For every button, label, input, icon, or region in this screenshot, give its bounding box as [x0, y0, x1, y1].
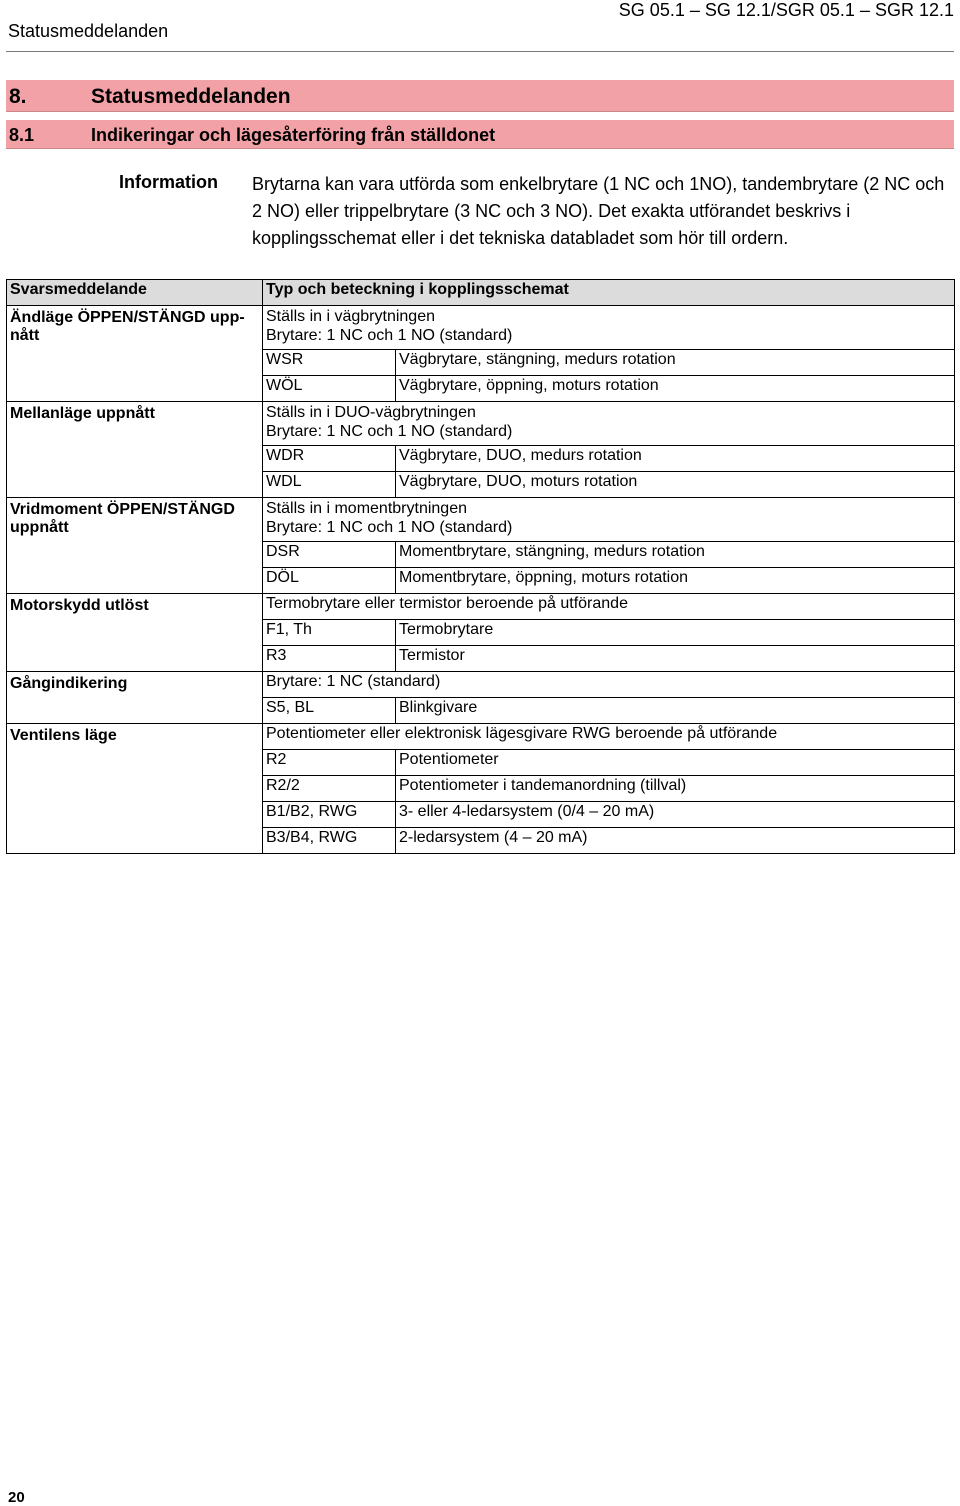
- header-divider: [6, 51, 954, 52]
- type-intro: Potentiometer eller elektronisk lägesgivare RWG beroende på utförande: [263, 724, 955, 750]
- table-row: [7, 402, 955, 446]
- designation-description: Vägbrytare, DUO, moturs rotation: [396, 472, 955, 498]
- running-header-title: Statusmeddelanden: [8, 21, 169, 41]
- section-title: Indikeringar och lägesåterföring från ställdonet: [91, 125, 496, 145]
- designation-code: WÖL: [263, 376, 396, 402]
- response-label: Gångindikering: [7, 672, 263, 724]
- designation-code: WDL: [263, 472, 396, 498]
- type-intro: Ställs in i vägbrytningen Brytare: 1 NC och 1 NO (standard): [263, 306, 955, 350]
- designation-description: Termistor: [396, 646, 955, 672]
- response-label: Motorskydd utlöst: [7, 594, 263, 672]
- table-body: [7, 306, 955, 854]
- status-table: [6, 279, 955, 854]
- page-number: 20: [8, 1489, 25, 1506]
- designation-code: R3: [263, 646, 396, 672]
- designation-code: R2/2: [263, 776, 396, 802]
- designation-code: WDR: [263, 446, 396, 472]
- section-heading-bar: [6, 120, 954, 149]
- type-intro: Brytare: 1 NC (standard): [263, 672, 955, 698]
- type-intro: Ställs in i momentbrytningen Brytare: 1 NC och 1 NO (standard): [263, 498, 955, 542]
- designation-code: R2: [263, 750, 396, 776]
- designation-description: 3- eller 4-ledarsystem (0/4 – 20 mA): [396, 802, 955, 828]
- designation-description: Vägbrytare, öppning, moturs rotation: [396, 376, 955, 402]
- table-row: [7, 672, 955, 698]
- response-label: Vridmoment ÖPPEN/STÄNGD uppnått: [7, 498, 263, 594]
- chapter-title: Statusmeddelanden: [91, 85, 291, 108]
- designation-code: S5, BL: [263, 698, 396, 724]
- designation-description: Blinkgivare: [396, 698, 955, 724]
- table-row: [7, 594, 955, 620]
- designation-code: WSR: [263, 350, 396, 376]
- table-header-row: [7, 280, 955, 306]
- designation-code: F1, Th: [263, 620, 396, 646]
- table-row: [7, 498, 955, 542]
- designation-description: Termobrytare: [396, 620, 955, 646]
- type-intro: Termobrytare eller termistor beroende på utförande: [263, 594, 955, 620]
- designation-description: Momentbrytare, öppning, moturs rotation: [396, 568, 955, 594]
- response-label: Mellanläge uppnått: [7, 402, 263, 498]
- designation-description: 2-ledarsystem (4 – 20 mA): [396, 828, 955, 854]
- designation-code: B3/B4, RWG: [263, 828, 396, 854]
- section-number: 8.1: [9, 125, 35, 145]
- response-label: Ventilens läge: [7, 724, 263, 854]
- chapter-heading-bar: [6, 80, 954, 112]
- info-label: Information: [119, 172, 218, 192]
- designation-description: Momentbrytare, stängning, medurs rotation: [396, 542, 955, 568]
- running-header-models: SG 05.1 – SG 12.1/SGR 05.1 – SGR 12.1: [618, 0, 954, 20]
- type-intro: Ställs in i DUO-vägbrytningen Brytare: 1 NC och 1 NO (standard): [263, 402, 955, 446]
- header-response: Svarsmeddelande: [7, 280, 263, 306]
- info-text: Brytarna kan vara utförda som enkelbrytare (1 NC och 1NO), tandembrytare (2 NC och 2 NO) eller trippelbrytare (3 NC och 3 NO). Det exakta utförandet beskrivs i kopplingsschemat eller i det tekniska databladet som hör till ordern.: [252, 174, 945, 248]
- header-type: Typ och beteckning i kopplingsschemat: [263, 280, 955, 306]
- designation-description: Vägbrytare, stängning, medurs rotation: [396, 350, 955, 376]
- table-row: [7, 724, 955, 750]
- designation-code: DÖL: [263, 568, 396, 594]
- designation-description: Potentiometer: [396, 750, 955, 776]
- designation-description: Potentiometer i tandemanordning (tillval): [396, 776, 955, 802]
- chapter-number: 8.: [9, 85, 27, 108]
- designation-code: DSR: [263, 542, 396, 568]
- designation-code: B1/B2, RWG: [263, 802, 396, 828]
- table-row: [7, 306, 955, 350]
- response-label: Ändläge ÖPPEN/STÄNGD upp- nått: [7, 306, 263, 402]
- designation-description: Vägbrytare, DUO, medurs rotation: [396, 446, 955, 472]
